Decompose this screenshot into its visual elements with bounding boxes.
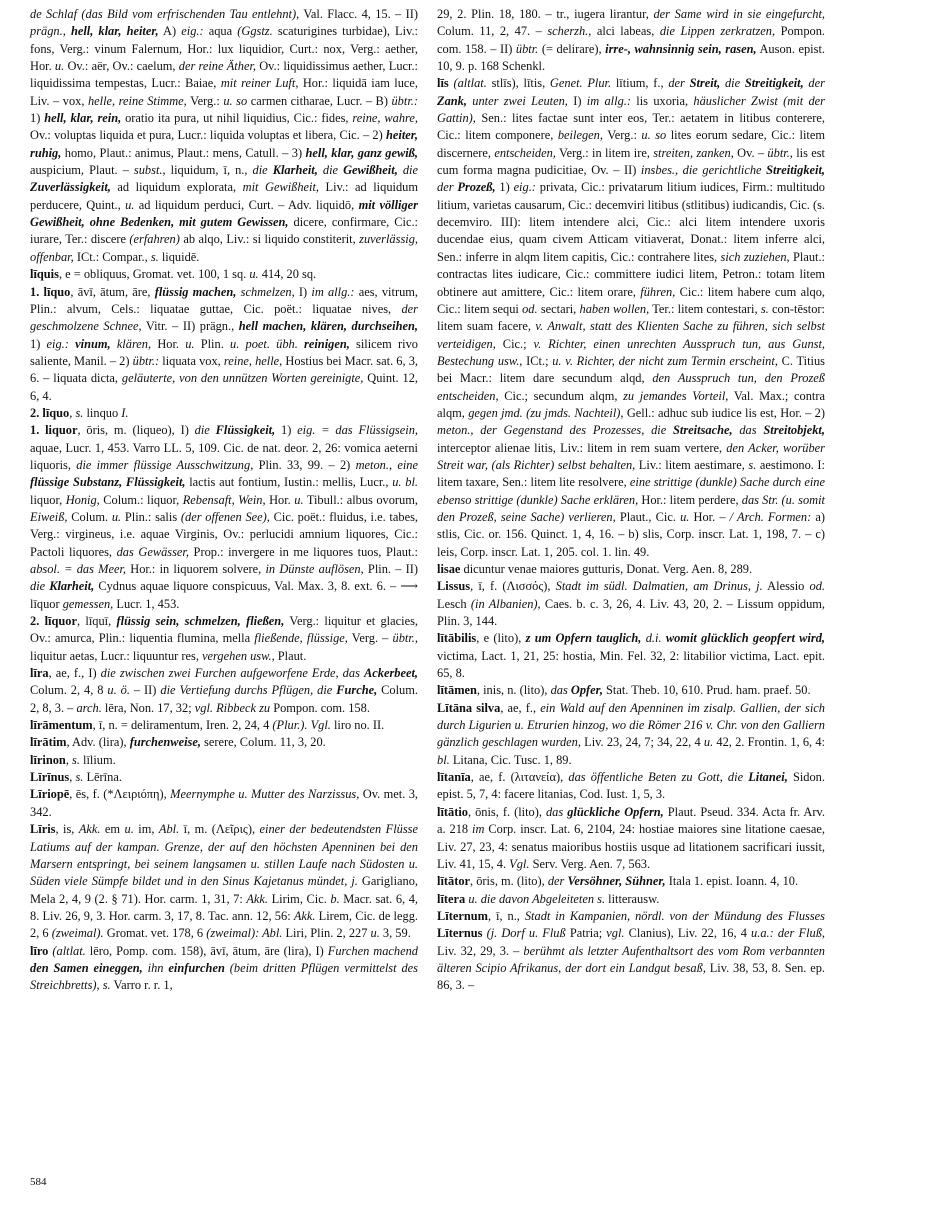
entry-lira: līra, ae, f., I) die zwischen zwei Furchen aufgeworfene Erde, das Ackerbeet, Colum. 2, 4, 8 u. ö. – II) die Vertiefung durchs Pflügen, die Furche, Colum. 2, 8, 3. – arch. lēra, Non. 17, 32; vgl. Ribbeck zu Pompon. com. 158. [30, 666, 418, 715]
entry-litatio: lītātio, ōnis, f. (lito), das glückliche Opfern, Plaut. Pseud. 334. Acta fr. Arv. a. 218 im Corp. inscr. Lat. 6, 2104, 24: hostiae maiores sine litatione caesae, Liv. 27, 23, 4: senatus maioribus hostiis usque ad litationem sacrificari iussit, Liv. 41, 15, 4. Vgl. Serv. Verg. Aen. 7, 563. [437, 804, 825, 871]
entry-litamen: lītāmen, inis, n. (lito), das Opfer, Stat. Theb. 10, 610. Prud. ham. praef. 50. [437, 683, 811, 698]
entry-liriope: Līriopē, ēs, f. (*Λειριόπη), Meernymphe u. Mutter des Narzissus, Ov. met. 3, 342. [30, 787, 418, 819]
entry-litator: lītātor, ōris, m. (lito), der Versöhner, Sühner, Itala 1. epist. Ioann. 4, 10. [437, 874, 799, 889]
entry-lisae: lisae dicuntur venae maiores gutturis, Donat. Verg. Aen. 8, 289. [437, 562, 753, 576]
entry-liquor-2: 2. līquor, līquī, flüssig sein, schmelzen, fließen, Verg.: liquitur et glacies, Ov.: amurca, Plin.: liquentia flumina, mella fließende, flüssige, Verg. – übtr., liquitur aetas, Lucr.: liquuntur res, vergehen usw., Plaut. [30, 614, 418, 663]
entry-liratim: līrātim, Adv. (lira), furchenweise, serere, Colum. 11, 3, 20. [30, 735, 326, 750]
page-number: 584 [30, 1176, 47, 1188]
entry-liramentum: līrāmentum, ī, n. = deliramentum, Iren. 2, 24, 4 (Plur.). Vgl. liro no. II. [30, 718, 385, 733]
left-column [30, 6, 418, 995]
entry-lirinon: līrinon, s. līlium. [30, 752, 116, 767]
entry-liro: līro (altlat. lēro, Pomp. com. 158), āvī, ātum, āre (lira), I) Furchen machend den Samen eineggen, ihn einfurchen (beim dritten Pflügen vermittelst des Streichbretts), s. Varro r. r. 1, [30, 943, 418, 993]
entry-liquor-1: 1. liquor, ōris, m. (liqueo), I) die Flüssigkeit, 1) eig. = das Flüssigsein, aquae, Lucr. 1, 453. Varro LL. 5, 109. Cic. de nat. deor. 2, 26: vomica aeterni liquoris, die immer flüssige Ausschwitzung, Plin. 33, 99. – 2) meton., eine flüssige Substanz, Flüssigkeit, lactis aut fontium, Iustin.: mellis, Lucr., u. bl. liquor, Honig, Colum.: liquor, Rebensaft, Wein, Hor. u. Tibull.: albus ovorum, Eiweiß, Colum. u. Plin.: salis (der offenen See), Cic. poët.: fluidus, i.e. tabes, Verg.: virgineus, i.e. aquae Virginis, Ov.: perlucidi amnium liquores, Cic.: Pactoli liquores, das Gewässer, Prop.: invergere in me liquores tuos, Plaut.: absol. = das Meer, Hor.: in liquorem solvere, in Dünste auflösen, Plin. – II) die Klarheit, Cydnus aquae liquore conspicuus, Val. Max. 3, 8. ext. 6. – ⟶ līquor gemessen, Lucr. 1, 453. [30, 423, 418, 611]
entry-liquis: līquis, e = obliquus, Gromat. vet. 100, 1 sq. u. 414, 20 sq. [30, 267, 317, 282]
entry-lis: līs (altlat. stlīs), lītis, Genet. Plur. lītium, f., der Streit, die Streitigkeit, der Zank, unter zwei Leuten, I) im allg.: lis uxoria, häuslicher Zwist (mit der Gattin), Sen.: lites factae sunt inter eos, Ter.: aetatem in litibus conterere, Cic.: litem componere, beilegen, Verg.: u. so lites eorum sedare, Cic.: litem discernere, entscheiden, Verg.: in litem ire, streiten, zanken, Ov. – übtr., lis est cum forma magna pudicitiae, Ov. – II) insbes., die gerichtliche Streitigkeit, der Prozeß, 1) eig.: privata, Cic.: privatarum litium iudices, Firm.: multitudo litium, varietas causarum, Cic.: decemviri litibus (stlitibus) iudicandis, Cic. (s. decemviro. III): litem intendere alci, Cic.: alci litem intendere uxoris ducendae eius, quam civem Atticam vitiaverat, Donat.: litem inferre alci, Sen.: inferre in alqm litem capitis, Cic.: contrahere lites, sich zuziehen, Plaut.: contractas lites iudicare, Cic.: committere iudici litem, Petron.: totam litem obtinere aut amittere, Cic.: litem orare, führen, Cic.: litem habere cum alqo, Cic.: litem sequi od. sectari, haben wollen, Ter.: litem contestari, s. con-tēstor: litem suam facere, v. Anwalt, statt des Klienten Sache zu führen, sich selbst verteidigen, Cic.; v. Richter, einen unrechten Ausspruch tun, aus Gunst, Bestechung usw., ICt.; u. v. Richter, der nicht zum Termin erscheint, C. Titius bei Macr.: litem dare secundum alqd, den Ausspruch tun, den Prozeß entscheiden, Cic.; secundum alqm, zu jemandes Vorteil, Val. Max.; contra alqm, gegen jmd. (zu jmds. Nachteil), Gell.: adhuc sub iudice lis est, Hor. – 2) meton., der Gegenstand des Prozesses, die Streitsache, das Streitobjekt, interceptor alienae litis, Liv.: litem in rem suam vertere, den Acker, worüber Streit war, (als Richter) selbst behalten, Liv.: litem aestimare, s. aestimono. I: litem taxare, Sen.: litem lite resolvere, eine strittige (dunkle) Sache durch eine ebenso strittige (dunkle) Sache erklären, Hor.: litem perdere, das Str. (u. somit den Prozeß, seine Sache) verlieren, Plaut., Cic. u. Hor. – / Arch. Formen: a) stlis, Cic. or. 156. Quinct. 1, 4, 16. – b) slis, Corp. inscr. Lat. 1, 198, 7. – c) leis, Corp. inscr. Lat. 1, 205. col. 1. lin. 49. [437, 76, 826, 559]
right-column [437, 6, 825, 995]
entry-litana-silva: Lītāna silva, ae, f., ein Wald auf den Apenninen im zisalp. Gallien, der sich durch Ligurien u. Etrurien hinzog, wo die Römer 216 v. Chr. von den Galliern gänzlich geschlagen wurden, Liv. 23, 24, 7; 34, 22, 4 u. 42, 2. Frontin. 1, 6, 4: bl. Litana, Cic. Tusc. 1, 89. [437, 700, 825, 767]
entry-liquidus-cont: de Schlaf (das Bild vom erfrischenden Tau entlehnt), Val. Flacc. 4, 15. – II) prägn., hell, klar, heiter, A) eig.: aqua (Ggstz. scaturigines turbidae), Liv.: fons, Verg.: vinum Falernum, Hor.: lux liquidior, Curt.: nox, Verg.: aether, Hor. u. Ov.: aër, Ov.: caelum, der reine Äther, Ov.: liquidissimus aether, Lucr.: liquidissima tempestas, Lucr.: Baiae, mit reiner Luft, Hor.: liquidā iam luce, Liv. – vox, helle, reine Stimme, Verg.: u. so carmen citharae, Lucr. – B) übtr.: 1) hell, klar, rein, oratio ita pura, ut nihil liquidius, Cic.: fides, reine, wahre, Ov.: voluptas liquida et pura, Lucr.: liquida voluptas et libera, Cic. – 2) heiter, ruhig, homo, Plaut.: animus, Plaut.: mens, Catull. – 3) hell, klar, ganz gewiß, auspicium, Plaut. – subst., liquidum, ī, n., die Klarheit, die Gewißheit, die Zuverlässigkeit, ad liquidum explorata, mit Gewißheit, Liv.: ad liquidum perducere, Quint., u. ad liquidum perduci, Curt. – Adv. liquidō, mit völliger Gewißheit, ohne Bedenken, mit gutem Gewissen, dicere, confirmare, Cic.: iurare, Ter.: discere (erfahren) ab alqo, Liv.: si liquido constiterit, zuverlässig, offenbar, ICt.: Compar., s. liquidē. [30, 7, 419, 264]
entry-liro-cont: 29, 2. Plin. 18, 180. – tr., iugera lirantur, der Same wird in sie eingefurcht, Colum. 11, 2, 47. – scherzh., alci labeas, die Lippen zerkratzen, Pompon. com. 158. – II) übtr. (= delirare), irre-, wahnsinnig sein, rasen, Auson. epist. 10, 9. p. 168 Schenkl. [437, 7, 825, 74]
entry-lissus: Lissus, ī, f. (Λισσός), Stadt im südl. Dalmatien, am Drinus, j. Alessio od. Lesch (in Albanien), Caes. b. c. 3, 26, 4. Liv. 43, 20, 2. – Lissum oppidum, Plin. 3, 144. [437, 579, 825, 629]
entry-liris: Līris, is, Akk. em u. im, Abl. ī, m. (Λεῖρις), einer der bedeutendsten Flüsse Latiums auf der kampan. Grenze, der auf den höchsten Apenninen bei den Marsern entspringt, bei seinem langsamen u. stillen Laufe nach Südosten u. Süden viele Sümpfe bildet und in den Sinus Kajetanus mündet, j. Garigliano, Mela 2, 4, 9 (2. § 71). Hor. carm. 1, 31, 7: Akk. Lirim, Cic. b. Macr. sat. 6, 4, 8. Liv. 26, 9, 3. Hor. carm. 3, 17, 8. Tac. ann. 12, 56: Akk. Lirem, Cic. de legg. 2, 6 (zweimal). Gromat. vet. 178, 6 (zweimal): Abl. Liri, Plin. 2, 227 u. 3, 59. [30, 822, 419, 941]
entry-litabilis: lītābilis, e (lito), z um Opfern tauglich, d.i. womit glücklich geopfert wird, victima, Lact. 1, 21, 25: hostia, Min. Fel. 32, 2: litabilior victima, Lact. epit. 65, 8. [437, 631, 825, 681]
entry-liternum: Līternum, ī, n., Stadt in Kampanien, nördl. von der Mündung des Flusses Līternus (j. Dorf u. Fluß Patria; vgl. Clanius), Liv. 22, 16, 4 u.a.: der Fluß, Liv. 32, 29, 3. – berühmt als letzter Aufenthaltsort des vom Rom verbannten älteren Scipio Afrikanus, der dort ein Landgut besaß, Liv. 38, 53, 8. Sen. ep. 86, 3. – [437, 908, 826, 993]
entry-lirinus: Līrīnus, s. Lērīna. [30, 770, 122, 785]
entry-litera: lītera u. die davon Abgeleiteten s. litterausw. [437, 891, 660, 906]
entry-litania: lītanīa, ae, f. (λιτανεία), das öffentliche Beten zu Gott, die Litanei, Sidon. epist. 5, 7, 4: facere litanias, Cod. Iust. 1, 5, 3. [437, 770, 825, 802]
entry-liquo-1: 1. līquo, āvī, ātum, āre, flüssig machen, schmelzen, I) im allg.: aes, vitrum, Plin.: alvum, Cels.: liquatae guttae, Cic. poët.: liquatae nives, der geschmolzene Schnee, Vitr. – II) prägn., hell machen, klären, durchseihen, 1) eig.: vinum, klären, Hor. u. Plin. u. poet. übh. reinigen, silicem rivo saliente, Manil. – 2) übtr.: liquata vox, reine, helle, Hostius bei Macr. sat. 6, 3, 6. – liquata dicta, geläuterte, von den unnützen Worten gereinigte, Quint. 12, 6, 4. [30, 284, 418, 403]
entry-liquo-2: 2. līquo, s. linquo I. [30, 405, 129, 420]
